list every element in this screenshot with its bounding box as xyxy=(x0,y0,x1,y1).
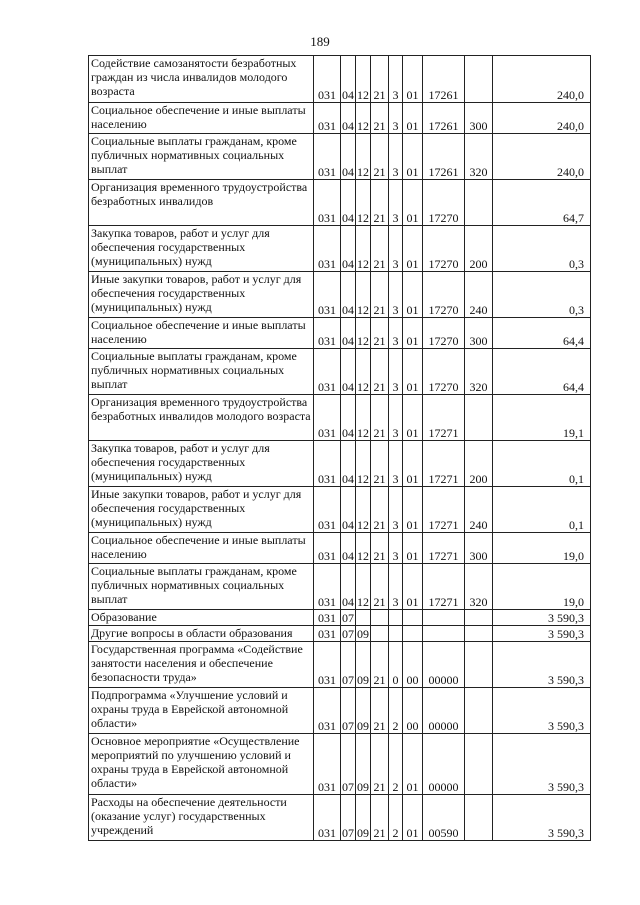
amount-cell: 3 590,3 xyxy=(493,688,591,734)
subprogram-code-cell: 3 xyxy=(389,103,403,134)
section-code-cell: 04 xyxy=(341,349,356,395)
main-activity-code-cell xyxy=(403,610,423,626)
direction-code-cell: 17261 xyxy=(423,134,465,180)
expense-type-code-cell: 320 xyxy=(465,134,493,180)
expense-type-code-cell: 240 xyxy=(465,487,493,533)
expense-type-code-cell: 200 xyxy=(465,226,493,272)
subsection-code-cell: 09 xyxy=(356,642,371,688)
grbs-code-cell: 031 xyxy=(314,318,341,349)
grbs-code-cell: 031 xyxy=(314,626,341,642)
table-row xyxy=(89,688,591,734)
program-code-cell: 21 xyxy=(371,134,389,180)
subprogram-code-cell: 3 xyxy=(389,395,403,441)
grbs-code-cell: 031 xyxy=(314,610,341,626)
subsection-code-cell: 12 xyxy=(356,226,371,272)
main-activity-code-cell: 01 xyxy=(403,564,423,610)
program-code-cell: 21 xyxy=(371,795,389,841)
amount-cell: 240,0 xyxy=(493,134,591,180)
program-code-cell: 21 xyxy=(371,564,389,610)
subsection-code-cell xyxy=(356,610,371,626)
amount-cell: 3 590,3 xyxy=(493,610,591,626)
expense-name-cell: Организация временного трудоустройства безработных инвалидов молодого возраста xyxy=(89,395,314,441)
expense-name-cell: Социальные выплаты гражданам, кроме публичных нормативных социальных выплат xyxy=(89,564,314,610)
grbs-code-cell: 031 xyxy=(314,688,341,734)
direction-code-cell: 17271 xyxy=(423,395,465,441)
program-code-cell: 21 xyxy=(371,318,389,349)
subprogram-code-cell: 3 xyxy=(389,533,403,564)
main-activity-code-cell: 01 xyxy=(403,226,423,272)
expense-name-cell: Другие вопросы в области образования xyxy=(89,626,314,642)
expense-type-code-cell xyxy=(465,795,493,841)
program-code-cell: 21 xyxy=(371,395,389,441)
subsection-code-cell: 12 xyxy=(356,487,371,533)
expense-name-cell: Закупка товаров, работ и услуг для обеспечения государственных (муниципальных) нужд xyxy=(89,441,314,487)
subsection-code-cell: 12 xyxy=(356,180,371,226)
section-code-cell: 04 xyxy=(341,226,356,272)
section-code-cell: 04 xyxy=(341,56,356,103)
subprogram-code-cell: 2 xyxy=(389,795,403,841)
expense-type-code-cell xyxy=(465,610,493,626)
subsection-code-cell: 12 xyxy=(356,318,371,349)
direction-code-cell: 00590 xyxy=(423,795,465,841)
main-activity-code-cell: 01 xyxy=(403,103,423,134)
subprogram-code-cell: 2 xyxy=(389,734,403,795)
amount-cell: 3 590,3 xyxy=(493,734,591,795)
expense-type-code-cell: 300 xyxy=(465,103,493,134)
table-row xyxy=(89,103,591,134)
grbs-code-cell: 031 xyxy=(314,564,341,610)
grbs-code-cell: 031 xyxy=(314,642,341,688)
amount-cell: 64,4 xyxy=(493,349,591,395)
section-code-cell: 04 xyxy=(341,272,356,318)
expense-name-cell: Подпрограмма «Улучшение условий и охраны труда в Еврейской автономной области» xyxy=(89,688,314,734)
program-code-cell: 21 xyxy=(371,272,389,318)
direction-code-cell: 17270 xyxy=(423,226,465,272)
table-row xyxy=(89,272,591,318)
direction-code-cell: 17271 xyxy=(423,533,465,564)
section-code-cell: 04 xyxy=(341,180,356,226)
subsection-code-cell: 12 xyxy=(356,103,371,134)
table-row xyxy=(89,626,591,642)
subprogram-code-cell: 3 xyxy=(389,56,403,103)
program-code-cell: 21 xyxy=(371,734,389,795)
section-code-cell: 04 xyxy=(341,564,356,610)
section-code-cell: 07 xyxy=(341,795,356,841)
subprogram-code-cell xyxy=(389,626,403,642)
expense-name-cell: Организация временного трудоустройства безработных инвалидов xyxy=(89,180,314,226)
expense-type-code-cell: 300 xyxy=(465,318,493,349)
subsection-code-cell: 12 xyxy=(356,441,371,487)
section-code-cell: 04 xyxy=(341,533,356,564)
section-code-cell: 07 xyxy=(341,688,356,734)
table-row xyxy=(89,349,591,395)
direction-code-cell: 17271 xyxy=(423,564,465,610)
expense-name-cell: Социальные выплаты гражданам, кроме публичных нормативных социальных выплат xyxy=(89,349,314,395)
amount-cell: 19,0 xyxy=(493,564,591,610)
subprogram-code-cell: 3 xyxy=(389,564,403,610)
main-activity-code-cell: 01 xyxy=(403,318,423,349)
main-activity-code-cell: 01 xyxy=(403,795,423,841)
grbs-code-cell: 031 xyxy=(314,441,341,487)
table-row xyxy=(89,395,591,441)
expense-type-code-cell xyxy=(465,734,493,795)
amount-cell: 3 590,3 xyxy=(493,642,591,688)
main-activity-code-cell: 01 xyxy=(403,487,423,533)
budget-table-body xyxy=(89,56,591,841)
program-code-cell xyxy=(371,610,389,626)
amount-cell: 240,0 xyxy=(493,56,591,103)
grbs-code-cell: 031 xyxy=(314,103,341,134)
expense-name-cell: Социальные выплаты гражданам, кроме публичных нормативных социальных выплат xyxy=(89,134,314,180)
direction-code-cell: 17261 xyxy=(423,103,465,134)
main-activity-code-cell: 01 xyxy=(403,134,423,180)
amount-cell: 64,7 xyxy=(493,180,591,226)
amount-cell: 3 590,3 xyxy=(493,795,591,841)
grbs-code-cell: 031 xyxy=(314,134,341,180)
section-code-cell: 04 xyxy=(341,134,356,180)
grbs-code-cell: 031 xyxy=(314,734,341,795)
section-code-cell: 04 xyxy=(341,441,356,487)
direction-code-cell: 00000 xyxy=(423,642,465,688)
subprogram-code-cell: 3 xyxy=(389,180,403,226)
table-row xyxy=(89,134,591,180)
section-code-cell: 04 xyxy=(341,487,356,533)
table-row xyxy=(89,734,591,795)
expense-type-code-cell xyxy=(465,180,493,226)
expense-type-code-cell: 320 xyxy=(465,349,493,395)
main-activity-code-cell xyxy=(403,626,423,642)
program-code-cell xyxy=(371,626,389,642)
table-row xyxy=(89,564,591,610)
amount-cell: 0,3 xyxy=(493,272,591,318)
subsection-code-cell: 12 xyxy=(356,564,371,610)
expense-type-code-cell xyxy=(465,626,493,642)
amount-cell: 64,4 xyxy=(493,318,591,349)
grbs-code-cell: 031 xyxy=(314,226,341,272)
main-activity-code-cell: 01 xyxy=(403,180,423,226)
subprogram-code-cell: 3 xyxy=(389,226,403,272)
expense-name-cell: Социальное обеспечение и иные выплаты населению xyxy=(89,103,314,134)
subsection-code-cell: 12 xyxy=(356,533,371,564)
program-code-cell: 21 xyxy=(371,226,389,272)
expense-type-code-cell: 240 xyxy=(465,272,493,318)
main-activity-code-cell: 01 xyxy=(403,272,423,318)
program-code-cell: 21 xyxy=(371,642,389,688)
subsection-code-cell: 09 xyxy=(356,795,371,841)
main-activity-code-cell: 01 xyxy=(403,441,423,487)
main-activity-code-cell: 00 xyxy=(403,642,423,688)
table-row xyxy=(89,56,591,103)
direction-code-cell: 17270 xyxy=(423,318,465,349)
subprogram-code-cell: 2 xyxy=(389,688,403,734)
program-code-cell: 21 xyxy=(371,533,389,564)
subsection-code-cell: 12 xyxy=(356,395,371,441)
amount-cell: 240,0 xyxy=(493,103,591,134)
table-row xyxy=(89,610,591,626)
table-row xyxy=(89,226,591,272)
section-code-cell: 07 xyxy=(342,611,354,625)
amount-cell: 19,0 xyxy=(493,533,591,564)
subsection-code-cell: 12 xyxy=(356,134,371,180)
subsection-code-cell: 09 xyxy=(356,688,371,734)
grbs-code-cell: 031 xyxy=(314,349,341,395)
direction-code-cell: 17270 xyxy=(423,180,465,226)
main-activity-code-cell: 00 xyxy=(403,688,423,734)
expense-name-cell: Образование xyxy=(89,610,314,626)
main-activity-code-cell: 01 xyxy=(403,533,423,564)
section-code-cell: 04 xyxy=(341,395,356,441)
section-code-cell: 04 xyxy=(341,318,356,349)
main-activity-code-cell: 01 xyxy=(403,349,423,395)
section-code-cell: 07 xyxy=(341,734,356,795)
table-row xyxy=(89,180,591,226)
program-code-cell: 21 xyxy=(371,56,389,103)
expense-name-cell: Социальное обеспечение и иные выплаты населению xyxy=(89,533,314,564)
amount-cell: 19,1 xyxy=(493,395,591,441)
direction-code-cell: 00000 xyxy=(423,734,465,795)
subprogram-code-cell: 3 xyxy=(389,487,403,533)
direction-code-cell: 17271 xyxy=(423,441,465,487)
subsection-code-cell: 12 xyxy=(356,272,371,318)
amount-cell: 0,1 xyxy=(493,487,591,533)
program-code-cell: 21 xyxy=(371,688,389,734)
amount-cell: 0,1 xyxy=(493,441,591,487)
direction-code-cell: 00000 xyxy=(423,688,465,734)
expense-name-cell: Социальное обеспечение и иные выплаты населению xyxy=(89,318,314,349)
direction-code-cell: 17270 xyxy=(423,349,465,395)
grbs-code-cell: 031 xyxy=(314,180,341,226)
expense-name-cell: Иные закупки товаров, работ и услуг для обеспечения государственных (муниципальных) нужд xyxy=(89,272,314,318)
subprogram-code-cell: 3 xyxy=(389,349,403,395)
expense-type-code-cell xyxy=(465,395,493,441)
expense-type-code-cell: 200 xyxy=(465,441,493,487)
expense-type-code-cell xyxy=(465,56,493,103)
section-code-cell: 07 xyxy=(341,642,356,688)
grbs-code-cell: 031 xyxy=(314,487,341,533)
expense-name-cell: Основное мероприятие «Осуществление мероприятий по улучшению условий и охраны труда в Еврейской автономной области» xyxy=(89,734,314,795)
subprogram-code-cell: 3 xyxy=(389,272,403,318)
expense-type-code-cell: 300 xyxy=(465,533,493,564)
direction-code-cell: 17261 xyxy=(423,56,465,103)
expense-type-code-cell xyxy=(465,642,493,688)
program-code-cell: 21 xyxy=(371,441,389,487)
grbs-code-cell: 031 xyxy=(314,395,341,441)
expense-name-cell: Расходы на обеспечение деятельности (оказание услуг) государственных учреждений xyxy=(89,795,314,841)
expense-name-cell: Закупка товаров, работ и услуг для обеспечения государственных (муниципальных) нужд xyxy=(89,226,314,272)
expense-type-code-cell xyxy=(465,688,493,734)
page-number: 189 xyxy=(310,34,330,49)
direction-code-cell: 17271 xyxy=(423,487,465,533)
grbs-code-cell: 031 xyxy=(314,795,341,841)
program-code-cell: 21 xyxy=(371,487,389,533)
amount-cell: 3 590,3 xyxy=(493,626,591,642)
program-code-cell: 21 xyxy=(371,103,389,134)
subprogram-code-cell: 3 xyxy=(389,441,403,487)
main-activity-code-cell: 01 xyxy=(403,734,423,795)
amount-cell: 0,3 xyxy=(493,226,591,272)
grbs-code-cell: 031 xyxy=(314,533,341,564)
subsection-code-cell: 09 xyxy=(356,734,371,795)
direction-code-cell xyxy=(423,626,465,642)
subprogram-code-cell: 3 xyxy=(389,134,403,180)
main-activity-code-cell: 01 xyxy=(403,395,423,441)
subprogram-code-cell xyxy=(389,610,403,626)
table-row xyxy=(89,487,591,533)
subsection-code-cell: 12 xyxy=(356,56,371,103)
expense-name-cell: Содействие самозанятости безработных граждан из числа инвалидов молодого возраста xyxy=(89,56,314,103)
subprogram-code-cell: 0 xyxy=(389,642,403,688)
program-code-cell: 21 xyxy=(371,180,389,226)
grbs-code-cell: 031 xyxy=(314,56,341,103)
expense-name-cell: Государственная программа «Содействие занятости населения и обеспечение безопасности труда» xyxy=(89,642,314,688)
grbs-code-cell: 031 xyxy=(314,272,341,318)
subprogram-code-cell: 3 xyxy=(389,318,403,349)
main-activity-code-cell: 01 xyxy=(403,56,423,103)
section-code-cell: 04 xyxy=(341,103,356,134)
subsection-code-cell: 09 xyxy=(357,627,369,641)
program-code-cell: 21 xyxy=(371,349,389,395)
subsection-code-cell: 12 xyxy=(356,349,371,395)
table-row xyxy=(89,642,591,688)
table-row xyxy=(89,318,591,349)
direction-code-cell: 17270 xyxy=(423,272,465,318)
table-row xyxy=(89,795,591,841)
section-code-cell: 07 xyxy=(342,627,354,641)
table-row xyxy=(89,441,591,487)
table-row xyxy=(89,533,591,564)
expense-name-cell: Иные закупки товаров, работ и услуг для обеспечения государственных (муниципальных) нужд xyxy=(89,487,314,533)
budget-table xyxy=(88,55,591,841)
direction-code-cell xyxy=(423,610,465,626)
expense-type-code-cell: 320 xyxy=(465,564,493,610)
